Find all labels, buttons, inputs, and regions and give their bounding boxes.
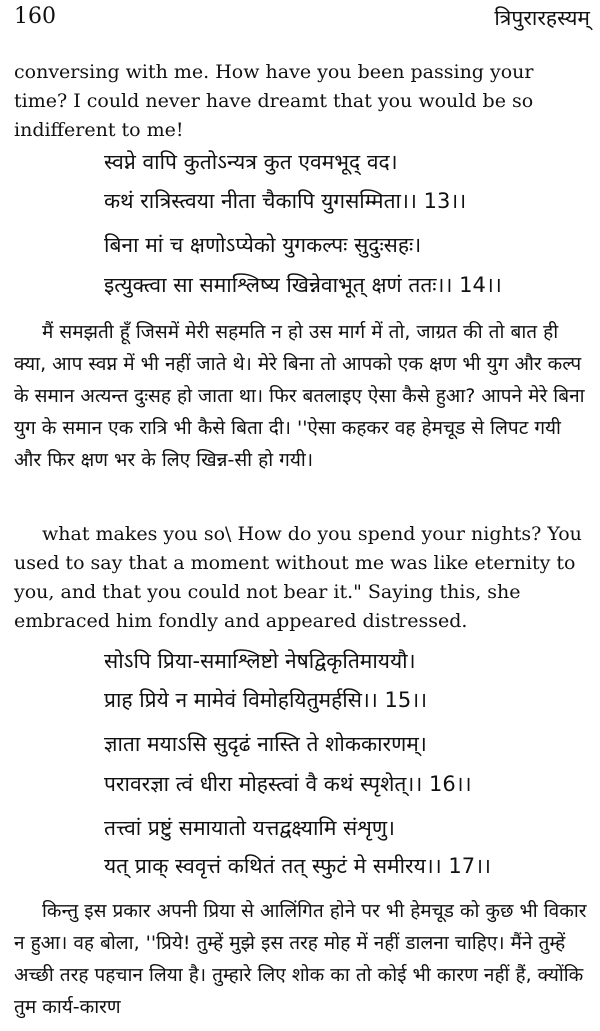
verse-17-line-1: तत्त्वां प्रष्टुं समायातो यत्तद्वक्ष्यामि संशृणु। [104,816,396,840]
verse-13-line-1: स्वप्ने वापि कुतोऽन्यत्र कुत एवमभूद् वद। [104,150,398,174]
page-number: 160 [14,4,56,29]
verse-17-line-2: यत् प्राक् स्ववृत्तं कथितं तत् स्फुटं मे समीरय।। 17।। [104,854,492,878]
verse-15-line-1: सोऽपि प्रिया-समाश्लिष्टो नेषद्विकृतिमाययौ। [104,649,416,673]
english-paragraph-2: what makes you so\ How do you spend your nights? You used to say that a moment without me was like eternity to you, and that you could not bear it." Saying this, she embraced him fondly and appeared distressed. [14,523,582,632]
verse-16-line-1: ज्ञाता मयाऽसि सुदृढं नास्ति ते शोककारणम्। [104,732,427,756]
verse-15-line-2: प्राह प्रिये न मामेवं विमोहयितुमर्हसि।। 15।। [104,688,428,712]
verse-13-line-2: कथं रात्रिस्त्वया नीता चैकापि युगसम्मिता।। 13।। [104,189,467,213]
page-header [14,4,590,38]
running-title: त्रिपुरारहस्यम् [494,6,590,30]
verse-14-line-1: बिना मां च क्षणोऽप्येको युगकल्पः सुदुःसहः। [104,233,422,257]
hindi-paragraph-1: मैं समझती हूँ जिसमें मेरी सहमति न हो उस मार्ग में तो, जाग्रत की तो बात ही क्या, आप स्वप्न में भी नहीं जाते थे। मेरे बिना तो आपको एक क्षण भी युग और कल्प के समान अत्यन्त दुःसह हो जाता था। फिर बतलाइए ऐसा कैसे हुआ? आपने मेरे बिना युग के समान एक रात्रि भी कैसे बिता दी। ''ऐसा कहकर वह हेमचूड से लिपट गयी और फिर क्षण भर के लिए खिन्न-सी हो गयी। [14,321,585,471]
verse-16-line-2: परावरज्ञा त्वं धीरा मोहस्त्वां वै कथं स्पृशेत्।। 16।। [104,772,472,796]
english-paragraph-1: conversing with me. How have you been passing your time? I could never have dreamt that you would be so indifferent to me! [14,61,534,141]
verse-14-line-2: इत्युक्त्वा सा समाश्लिष्य खिन्नेवाभूत् क्षणं ततः।। 14।। [104,273,502,297]
hindi-paragraph-2: किन्तु इस प्रकार अपनी प्रिया से आलिंगित होने पर भी हेमचूड को कुछ भी विकार न हुआ। वह बोला, ''प्रिये! तुम्हें मुझे इस तरह मोह में नहीं डालना चाहिए। मैंने तुम्हें अच्छी तरह पहचान लिया है। तुम्हारे लिए शोक का तो कोई भी कारण नहीं हैं, क्योंकि तुम कार्य-कारण [14,900,587,1018]
